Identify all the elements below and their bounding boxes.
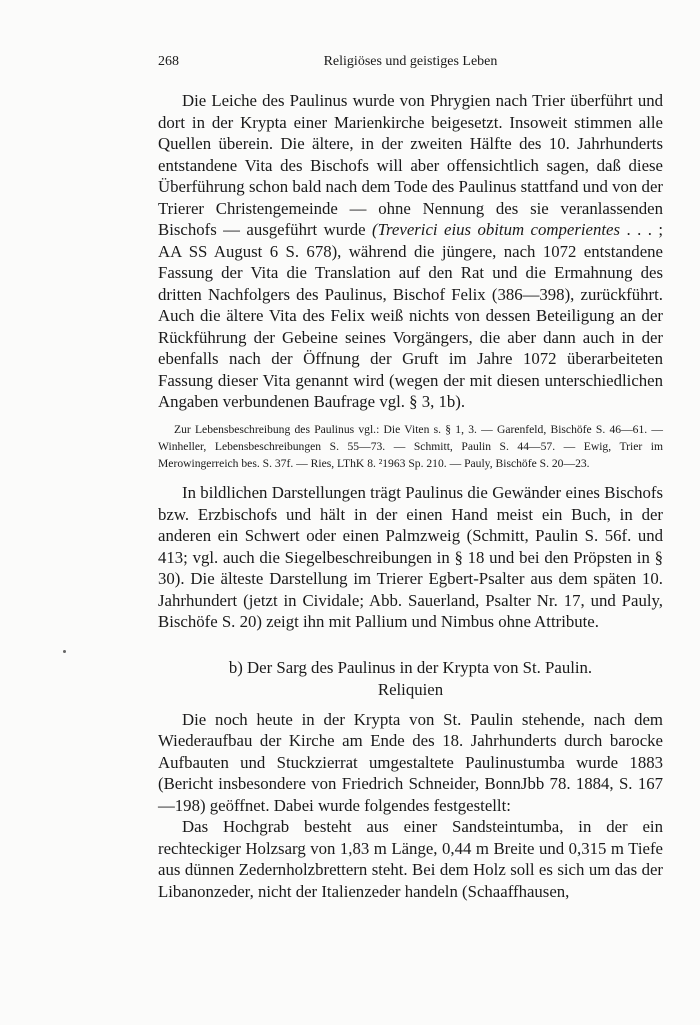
main-text [158, 90, 663, 902]
section-heading-line2: Reliquien [377, 679, 444, 699]
paragraph-text: . . . ; AA SS August 6 S. 678), während die jüngere, nach 1072 entstandene Fassung der Vita die Translation auf den Rat und die Ermahnung des dritten Nachfolgers des Paulinus, Bischof Felix (386—398), zurückführt. Auch die ältere Vita des Felix weiß nichts von dessen Beteiligung an der Rückführung der Gebeine seines Vorgängers, die aber dann auch in der ebenfalls nach der Öffnung der Gruft im Jahre 1072 überarbeiteten Fassung dieser Vita genannt wird (wegen der mit diesen unterschiedlichen Angaben verbundenen Baufrage vgl. § 3, 1b). [158, 220, 664, 411]
latin-quote: (Treverici eius obitum comperientes [372, 220, 621, 239]
running-title: Religiöses und geistiges Leben [323, 54, 498, 69]
bibliography-note: Zur Lebensbeschreibung des Paulinus vgl.: Die Viten s. § 1, 3. — Garenfeld, Bischöfe S. 46—61. — Winheller, Lebensbeschreibungen S. 55—73. — Schmitt, Paulin S. 44—57. — Ewig, Trier im Merowingerreich bes. S. 37f. — Ries, LThK 8. ²1963 Sp. 210. — Pauly, Bischöfe S. 20—23. [158, 422, 663, 470]
paragraph-text: Die Leiche des Paulinus wurde von Phrygien nach Trier überführt und dort in der Krypta einer Marienkirche beigesetzt. Insoweit stimmen alle Quellen überein. Die ältere, in der zweiten Hälfte des 10. Jahrhunderts entstandene Vita des Bischofs will aber offensichtlich sagen, daß diese Überführung schon bald nach dem Tode des Paulinus stattfand und von der Trierer Christengemeinde — ohne Nennung des sie veranlassenden Bischofs — ausgeführt wurde [158, 91, 663, 239]
section-heading [158, 657, 663, 701]
page-number: 268 [158, 54, 179, 69]
paragraph-translation [158, 90, 663, 413]
running-head [158, 54, 663, 74]
paragraph-iconography: In bildlichen Darstellungen trägt Paulinus die Gewänder eines Bischofs bzw. Erzbischofs und hält in der einen Hand meist ein Buch, in der anderen ein Schwert oder einen Palmzweig (Schmitt, Paulin S. 56f. und 413; vgl. auch die Siegelbeschreibungen in § 18 und bei den Pröpsten in § 30). Die älteste Darstellung im Trierer Egbert-Psalter aus dem späten 10. Jahrhundert (jetzt in Cividale; Abb. Sauerland, Psalter Nr. 17, und Pauly, Bischöfe S. 20) zeigt ihn mit Pallium und Nimbus ohne Attribute. [158, 483, 663, 632]
section-heading-line1: b) Der Sarg des Paulinus in der Krypta von St. Paulin. [228, 657, 593, 677]
paragraph-sarcophagus: Das Hochgrab besteht aus einer Sandsteintumba, in der ein rechteckiger Holzsarg von 1,83 m Länge, 0,44 m Breite und 0,315 m Tiefe aus dünnen Zedernholzbrettern steht. Bei dem Holz soll es sich um das der Libanonzeder, nicht der Italienzeder handeln (Schaaffhausen, [158, 817, 663, 901]
paragraph-tomb-opening: Die noch heute in der Krypta von St. Paulin stehende, nach dem Wiederaufbau der Kirche am Ende des 18. Jahrhunderts durch barocke Aufbauten und Stuckzierrat umgestaltete Paulinustumba wurde 1883 (Bericht insbesondere von Friedrich Schneider, BonnJbb 78. 1884, S. 167—198) geöffnet. Dabei wurde folgendes festgestellt: [158, 709, 663, 815]
margin-speck [63, 650, 66, 653]
